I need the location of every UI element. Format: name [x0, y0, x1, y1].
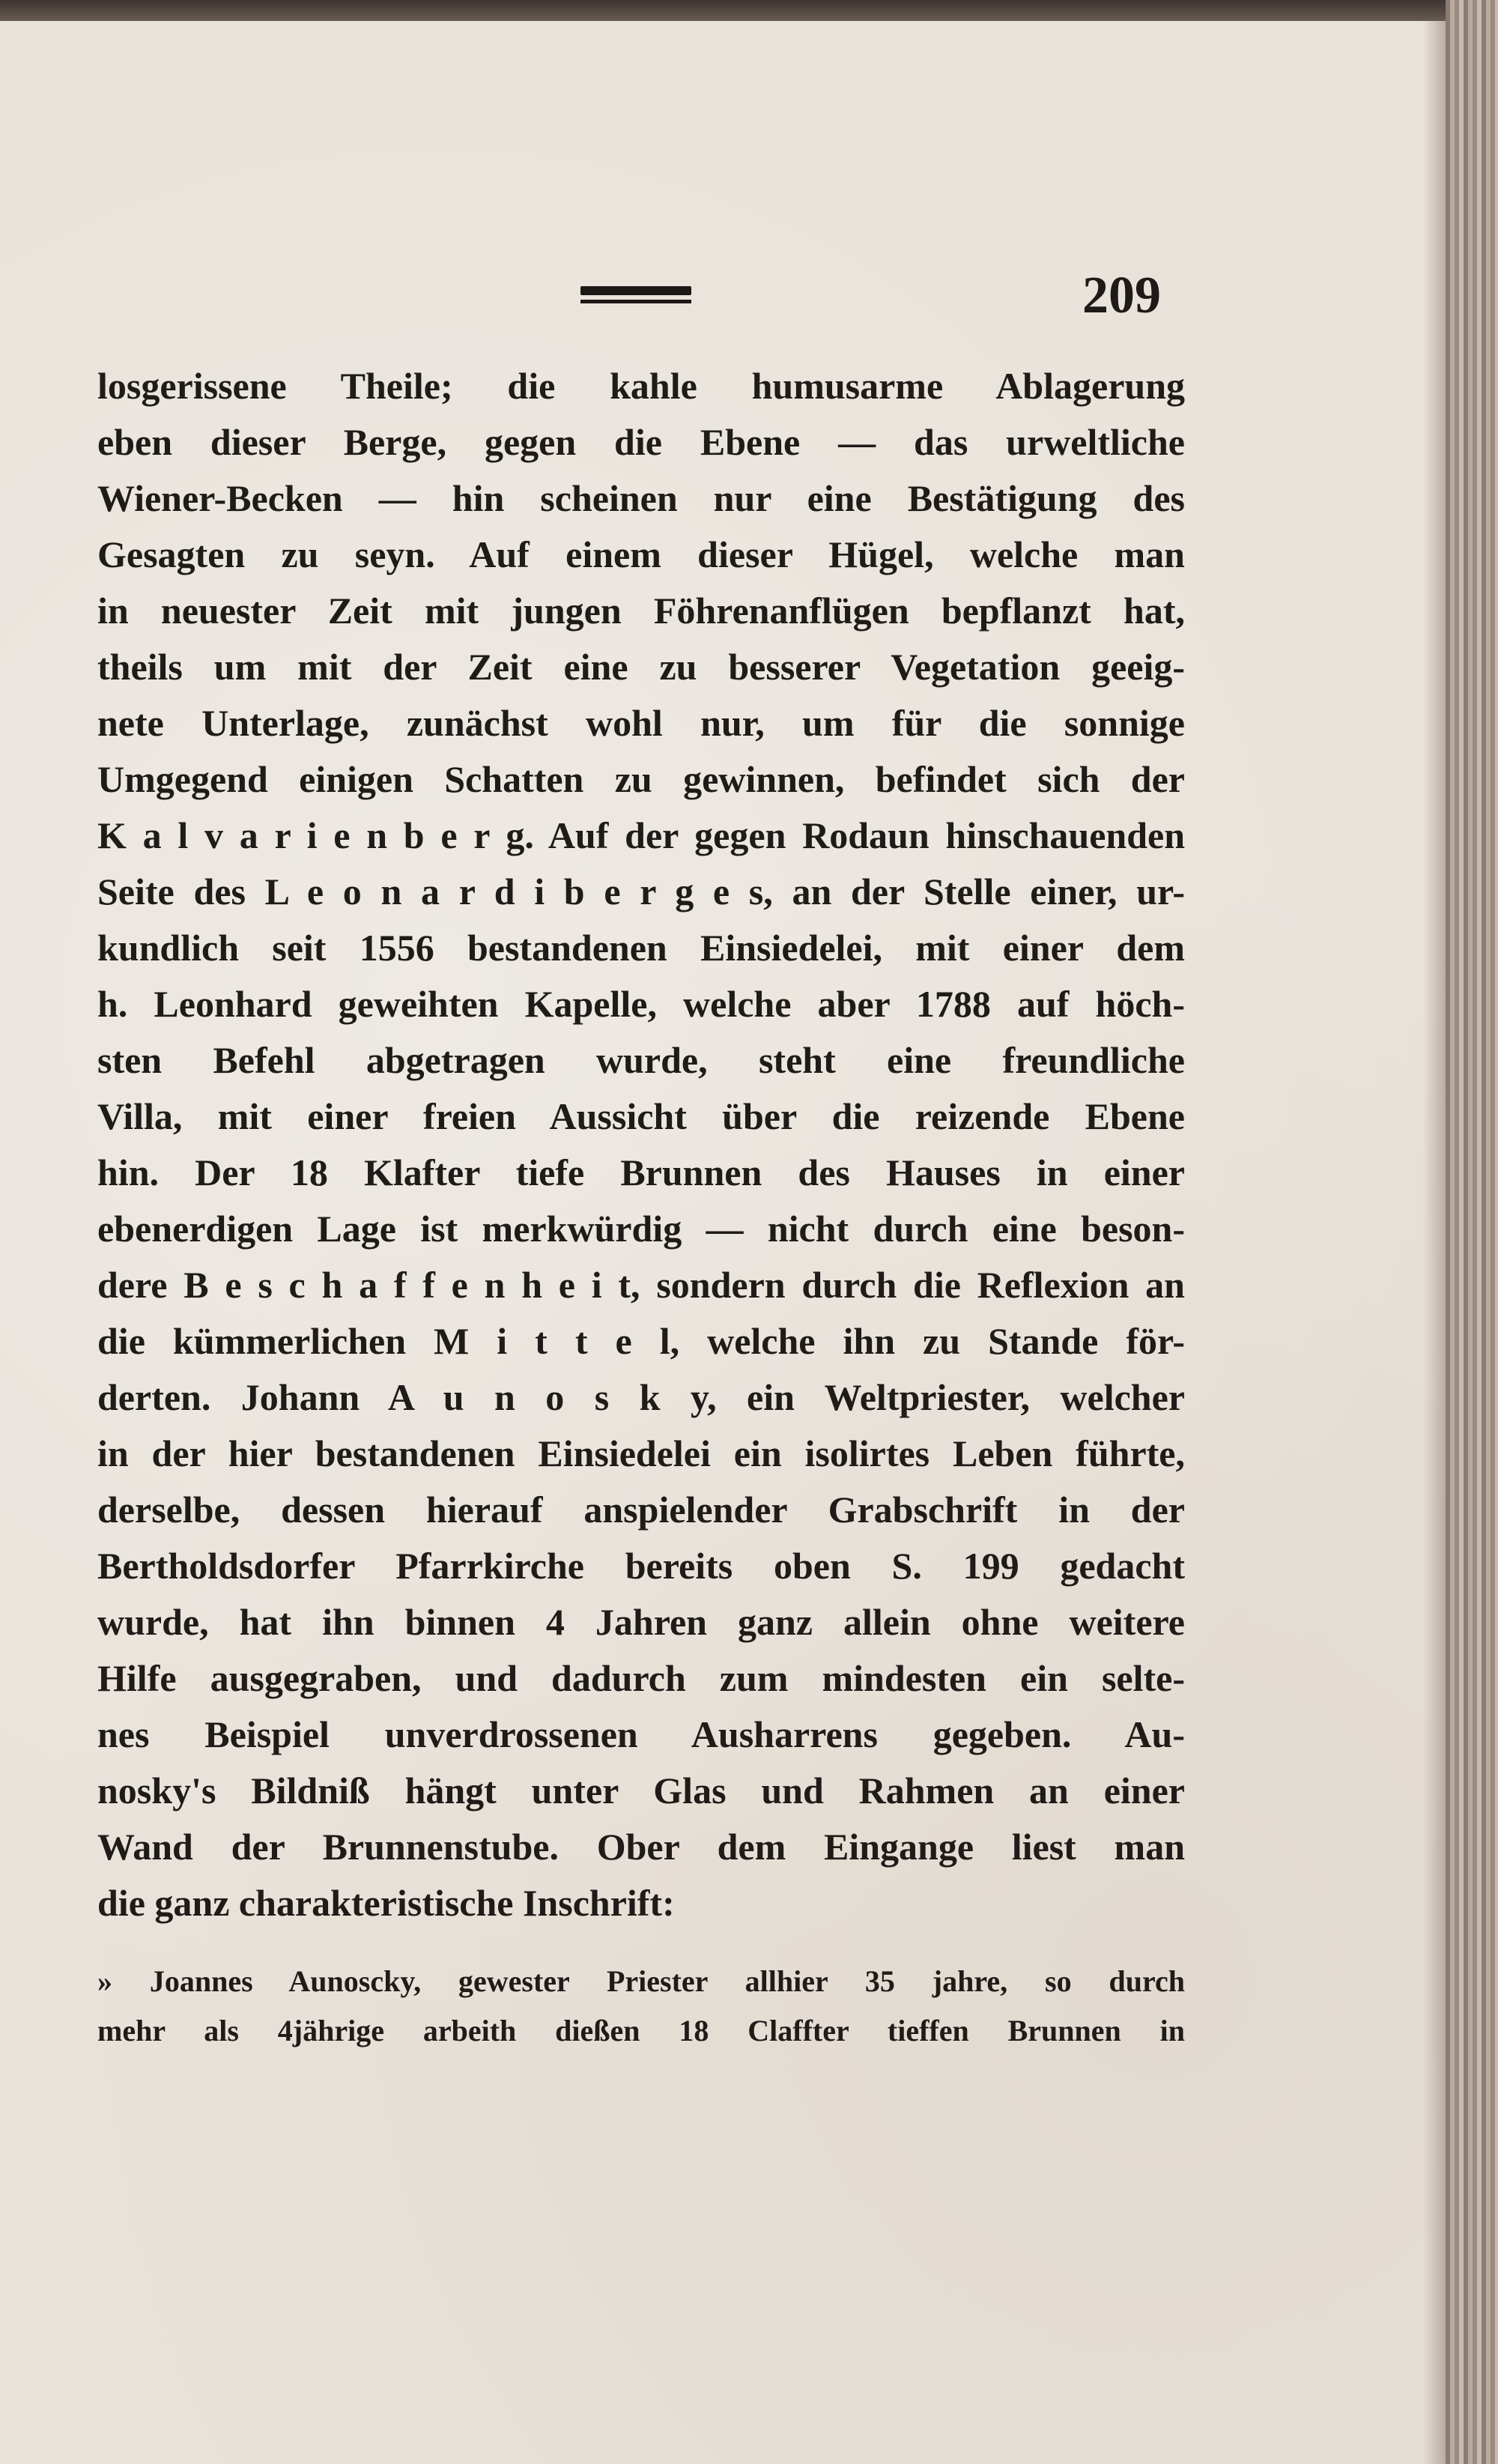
text-line: nes Beispiel unverdrossenen Ausharrens gegeben. Au-: [97, 1713, 1185, 1755]
text-line: sten Befehl abgetragen wurde, steht eine freundliche: [97, 1039, 1185, 1081]
text-line: Hilfe ausgegraben, und dadurch zum mindesten ein selte-: [97, 1657, 1185, 1699]
text-line: die kümmerlichen M i t t e l, welche ihn zu Stande för-: [97, 1320, 1185, 1362]
text-line: derten. Johann A u n o s k y, ein Weltpriester, welcher: [97, 1376, 1185, 1418]
text-line: wurde, hat ihn binnen 4 Jahren ganz allein ohne weitere: [97, 1601, 1185, 1643]
text-line: Villa, mit einer freien Aussicht über die reizende Ebene: [97, 1095, 1185, 1137]
text-line: Wiener-Becken — hin scheinen nur eine Bestätigung des: [97, 477, 1185, 519]
text-line: theils um mit der Zeit eine zu besserer Vegetation geeig-: [97, 646, 1185, 688]
text-line: Bertholdsdorfer Pfarrkirche bereits oben S. 199 gedacht: [97, 1545, 1185, 1587]
page-number: 209: [1082, 267, 1161, 324]
text-line: Seite des L e o n a r d i b e r g e s, an der Stelle einer, ur-: [97, 871, 1185, 912]
text-line: nete Unterlage, zunächst wohl nur, um für die sonnige: [97, 702, 1185, 744]
body-text: [97, 358, 1185, 1931]
book-top-edge: [0, 0, 1453, 22]
quote-line: » Joannes Aunoscky, gewester Priester allhier 35 jahre, so durch: [97, 1964, 1185, 1998]
text-line: Gesagten zu seyn. Auf einem dieser Hügel, welche man: [97, 533, 1185, 575]
text-line: dere B e s c h a f f e n h e i t, sondern durch die Reflexion an: [97, 1264, 1185, 1306]
text-line: Wand der Brunnenstube. Ober dem Eingange liest man: [97, 1826, 1185, 1868]
text-line: eben dieser Berge, gegen die Ebene — das urweltliche: [97, 421, 1185, 463]
text-line: kundlich seit 1556 bestandenen Einsiedelei, mit einer dem: [97, 927, 1185, 969]
book-page-edges: [1446, 0, 1498, 2464]
text-line: in der hier bestandenen Einsiedelei ein isolirtes Leben führte,: [97, 1432, 1185, 1474]
header-rule: [580, 286, 691, 303]
page-shadow: [1423, 21, 1446, 2464]
text-line: Umgegend einigen Schatten zu gewinnen, befindet sich der: [97, 758, 1185, 800]
text-line: h. Leonhard geweihten Kapelle, welche aber 1788 auf höch-: [97, 983, 1185, 1025]
text-line: losgerissene Theile; die kahle humusarme Ablagerung: [97, 365, 1185, 407]
inscription-quote: [97, 1957, 1185, 2056]
text-line: ebenerdigen Lage ist merkwürdig — nicht durch eine beson-: [97, 1208, 1185, 1250]
text-line: nosky's Bildniß hängt unter Glas und Rahmen an einer: [97, 1770, 1185, 1811]
text-line: K a l v a r i e n b e r g. Auf der gegen Rodaun hinschauenden: [97, 814, 1185, 856]
text-line: derselbe, dessen hierauf anspielender Grabschrift in der: [97, 1489, 1185, 1531]
text-line: in neuester Zeit mit jungen Föhrenanflügen bepflanzt hat,: [97, 590, 1185, 632]
text-line: hin. Der 18 Klafter tiefe Brunnen des Hauses in einer: [97, 1151, 1185, 1193]
quote-line: mehr als 4jährige arbeith dießen 18 Claffter tieffen Brunnen in: [97, 2014, 1185, 2047]
text-line: die ganz charakteristische Inschrift:: [97, 1882, 675, 1924]
